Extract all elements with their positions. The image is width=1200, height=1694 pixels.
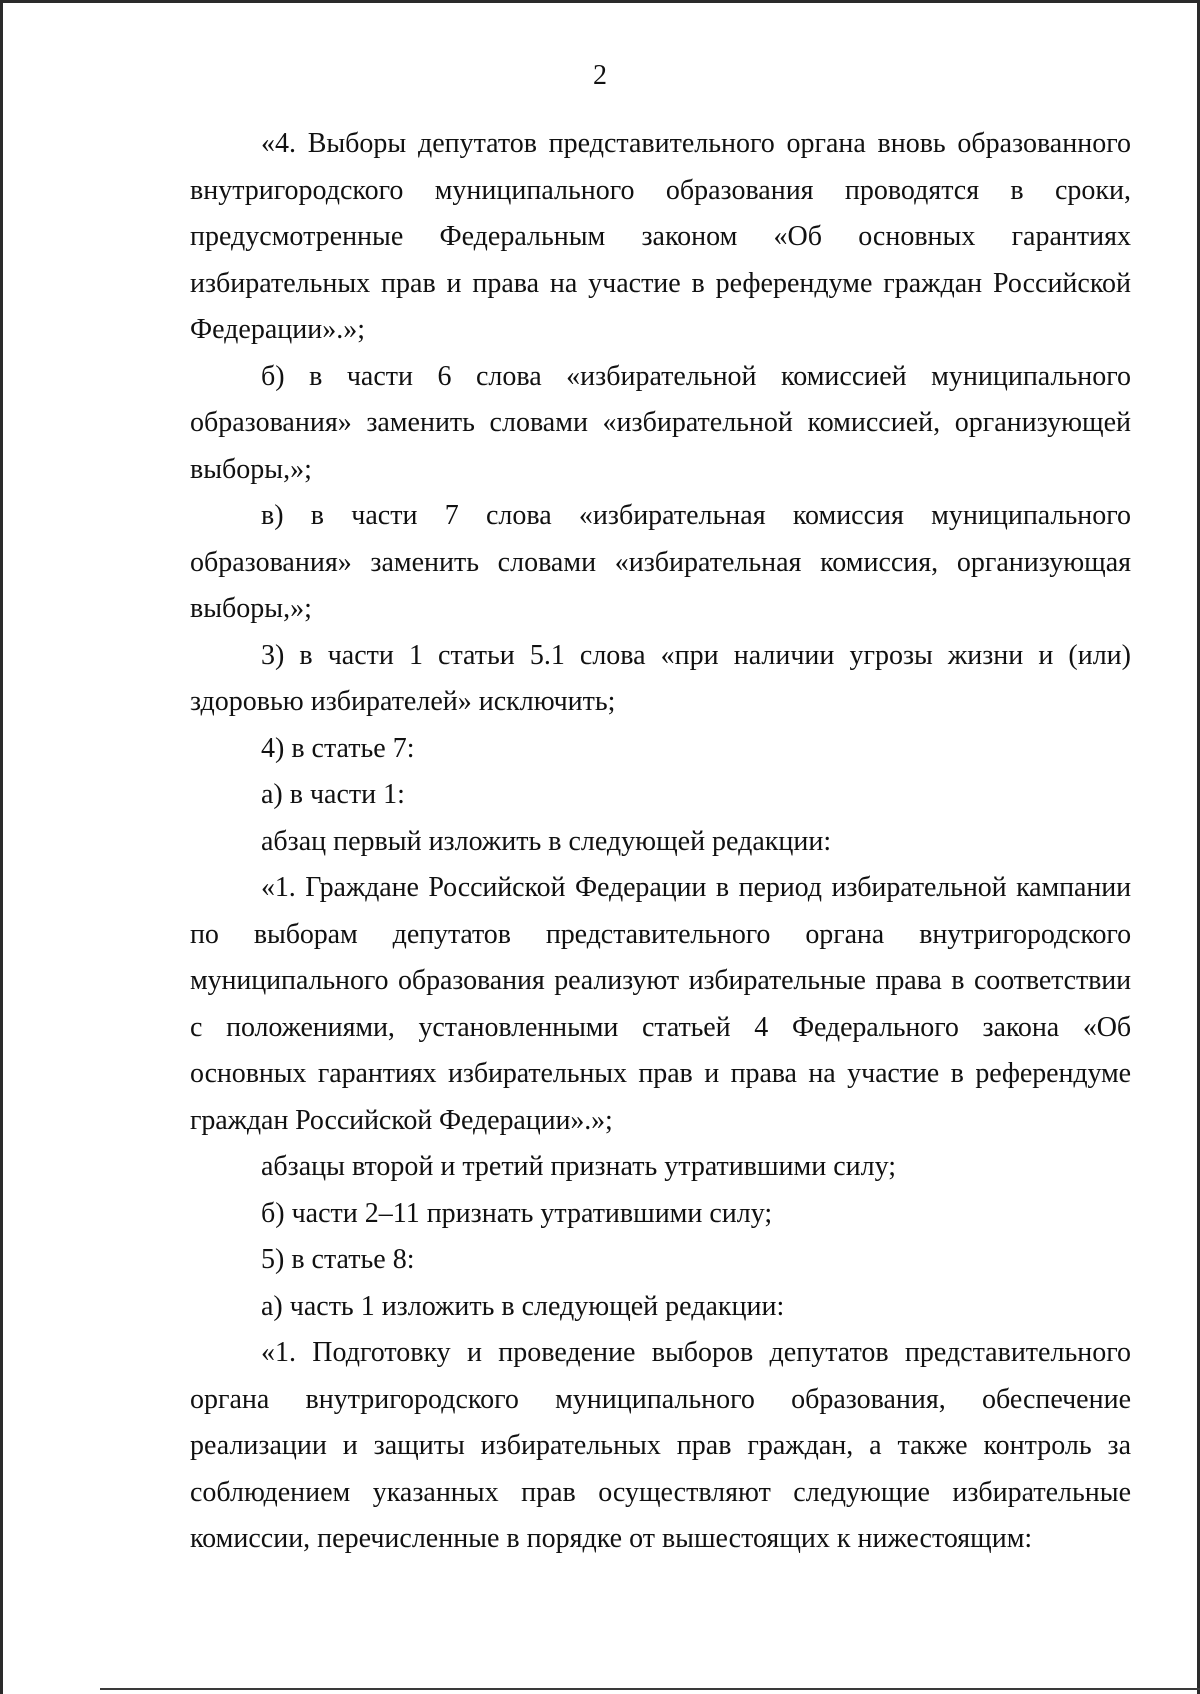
paragraph: 5) в статье 8: xyxy=(261,1244,415,1275)
paragraph: в) в части 7 слова «избирательная комиссия муниципального образования» заменить словами «избирательная комиссия, организующая выборы,»; xyxy=(190,500,1131,624)
paragraph: б) части 2–11 признать утратившими силу; xyxy=(261,1197,773,1229)
paragraph: «1. Граждане Российской Федерации в период избирательной кампании по выборам депутатов представительного органа внутригородского муниципального образования реализуют избирательные права в соответствии с положениями, установленными статьей 4 Федерального закона «Об основных гарантиях избирательных прав и права на участие в референдуме граждан Российской Федерации».»; xyxy=(190,872,1131,1136)
scan-border-left xyxy=(0,0,3,1694)
paragraph: «1. Подготовку и проведение выборов депутатов представительного органа внутригородского муниципального образования, обеспечение реализации и защиты избирательных прав граждан, а также контроль за соблюдением указанных прав осуществляют следующие избирательные комиссии, перечисленные в порядке от вышестоящих к нижестоящим: xyxy=(190,1337,1131,1554)
paragraph: 4) в статье 7: xyxy=(261,732,415,764)
paragraph: 3) в части 1 статьи 5.1 слова «при наличии угрозы жизни и (или) здоровью избирателей» исключить; xyxy=(190,639,1131,717)
paragraph: абзацы второй и третий признать утратившими силу; xyxy=(261,1151,897,1182)
paragraph: а) часть 1 изложить в следующей редакции: xyxy=(261,1290,785,1322)
scan-border-top xyxy=(0,0,1200,3)
paragraph: «4. Выборы депутатов представительного органа вновь образованного внутригородского муниципального образования проводятся в сроки, предусмотренные Федеральным законом «Об основных гарантиях избирательных прав и права на участие в референдуме граждан Российской Федерации».»; xyxy=(190,128,1131,345)
page-number: 2 xyxy=(593,60,607,91)
paragraph: б) в части 6 слова «избирательной комиссией муниципального образования» заменить словами «избирательной комиссией, организующей выборы,»; xyxy=(190,360,1131,485)
paragraph: абзац первый изложить в следующей редакции: xyxy=(261,825,832,857)
document-body xyxy=(190,121,1131,1563)
paragraph: а) в части 1: xyxy=(261,779,405,810)
scan-line-bottom xyxy=(100,1688,1200,1690)
